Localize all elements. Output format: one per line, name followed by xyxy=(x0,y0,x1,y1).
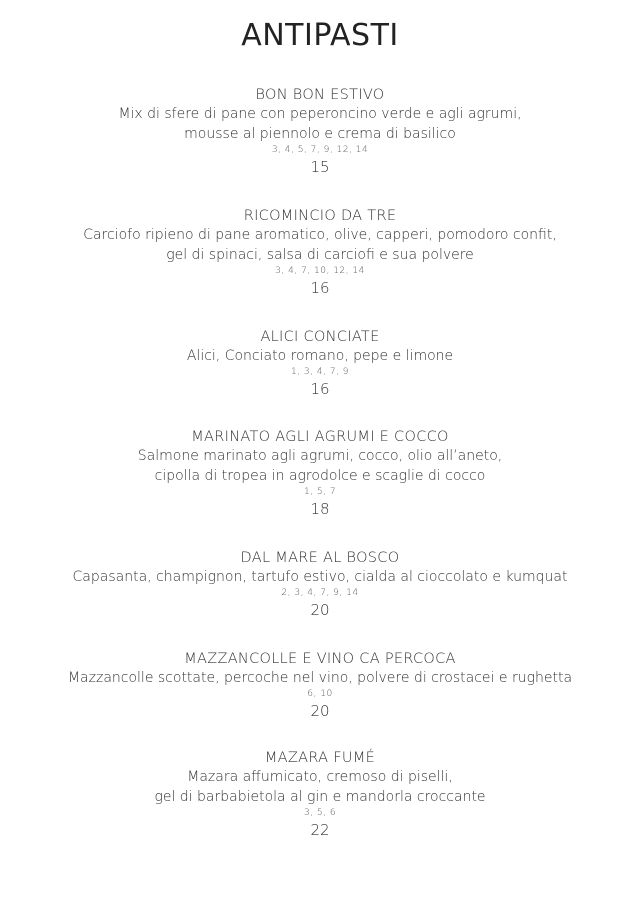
dish-marinato-agli-agrumi-e-cocco xyxy=(0,428,640,519)
dish-mazara-fume xyxy=(0,749,640,840)
dish-price: 20 xyxy=(310,601,330,619)
dish-description-line: mousse al piennolo e crema di basilico xyxy=(184,126,456,142)
dish-allergens: 3, 4, 5, 7, 9, 12, 14 xyxy=(271,145,369,155)
dish-allergens: 3, 5, 6 xyxy=(303,808,337,818)
dish-name: BON BON ESTIVO xyxy=(255,87,385,103)
dish-name: MAZARA FUMÉ xyxy=(264,750,376,766)
dish-name: MARINATO AGLI AGRUMI E COCCO xyxy=(191,429,449,445)
dish-allergens: 1, 5, 7 xyxy=(303,487,337,497)
menu-title: ANTIPASTI xyxy=(241,18,399,53)
dish-mazzancolle-e-vino-ca-percoca xyxy=(0,650,640,721)
dish-price: 16 xyxy=(310,279,330,297)
dish-price: 15 xyxy=(310,158,330,176)
dish-allergens: 6, 10 xyxy=(307,689,333,699)
dish-description-line: cipolla di tropea in agrodolce e scaglie di cocco xyxy=(154,468,486,484)
dish-description-line: Mazzancolle scottate, percoche nel vino, polvere di crostacei e rughetta xyxy=(67,670,573,686)
dish-price: 22 xyxy=(310,821,330,839)
dish-allergens: 3, 4, 7, 10, 12, 14 xyxy=(275,266,365,276)
dish-ricomincio-da-tre xyxy=(0,207,640,298)
dish-name: ALICI CONCIATE xyxy=(260,329,380,345)
dish-price: 16 xyxy=(310,380,330,398)
dish-description-line: gel di barbabietola al gin e mandorla croccante xyxy=(154,789,486,805)
dish-bon-bon-estivo xyxy=(0,86,640,177)
dish-description-line: Mazara affumicato, cremoso di piselli, xyxy=(187,769,453,785)
dish-name: MAZZANCOLLE E VINO CA PERCOCA xyxy=(184,651,456,667)
dish-description-line: Capasanta, champignon, tartufo estivo, cialda al cioccolato e kumquat xyxy=(72,569,568,585)
dish-alici-conciate xyxy=(0,328,640,399)
dish-dal-mare-al-bosco xyxy=(0,549,640,620)
dish-price: 20 xyxy=(310,702,330,720)
dish-description-line: gel di spinaci, salsa di carciofi e sua polvere xyxy=(166,247,474,263)
dish-allergens: 2, 3, 4, 7, 9, 14 xyxy=(281,588,359,598)
dish-allergens: 1, 3, 4, 7, 9 xyxy=(290,367,350,377)
dish-description-line: Mix di sfere di pane con peperoncino verde e agli agrumi, xyxy=(118,106,522,122)
dish-description-line: Salmone marinato agli agrumi, cocco, olio all’aneto, xyxy=(137,448,503,464)
dish-description-line: Carciofo ripieno di pane aromatico, olive, capperi, pomodoro confit, xyxy=(83,227,557,243)
dish-price: 18 xyxy=(310,500,330,518)
dish-name: DAL MARE AL BOSCO xyxy=(240,550,400,566)
dish-description-line: Alici, Conciato romano, pepe e limone xyxy=(186,348,454,364)
dish-name: RICOMINCIO DA TRE xyxy=(243,208,397,224)
